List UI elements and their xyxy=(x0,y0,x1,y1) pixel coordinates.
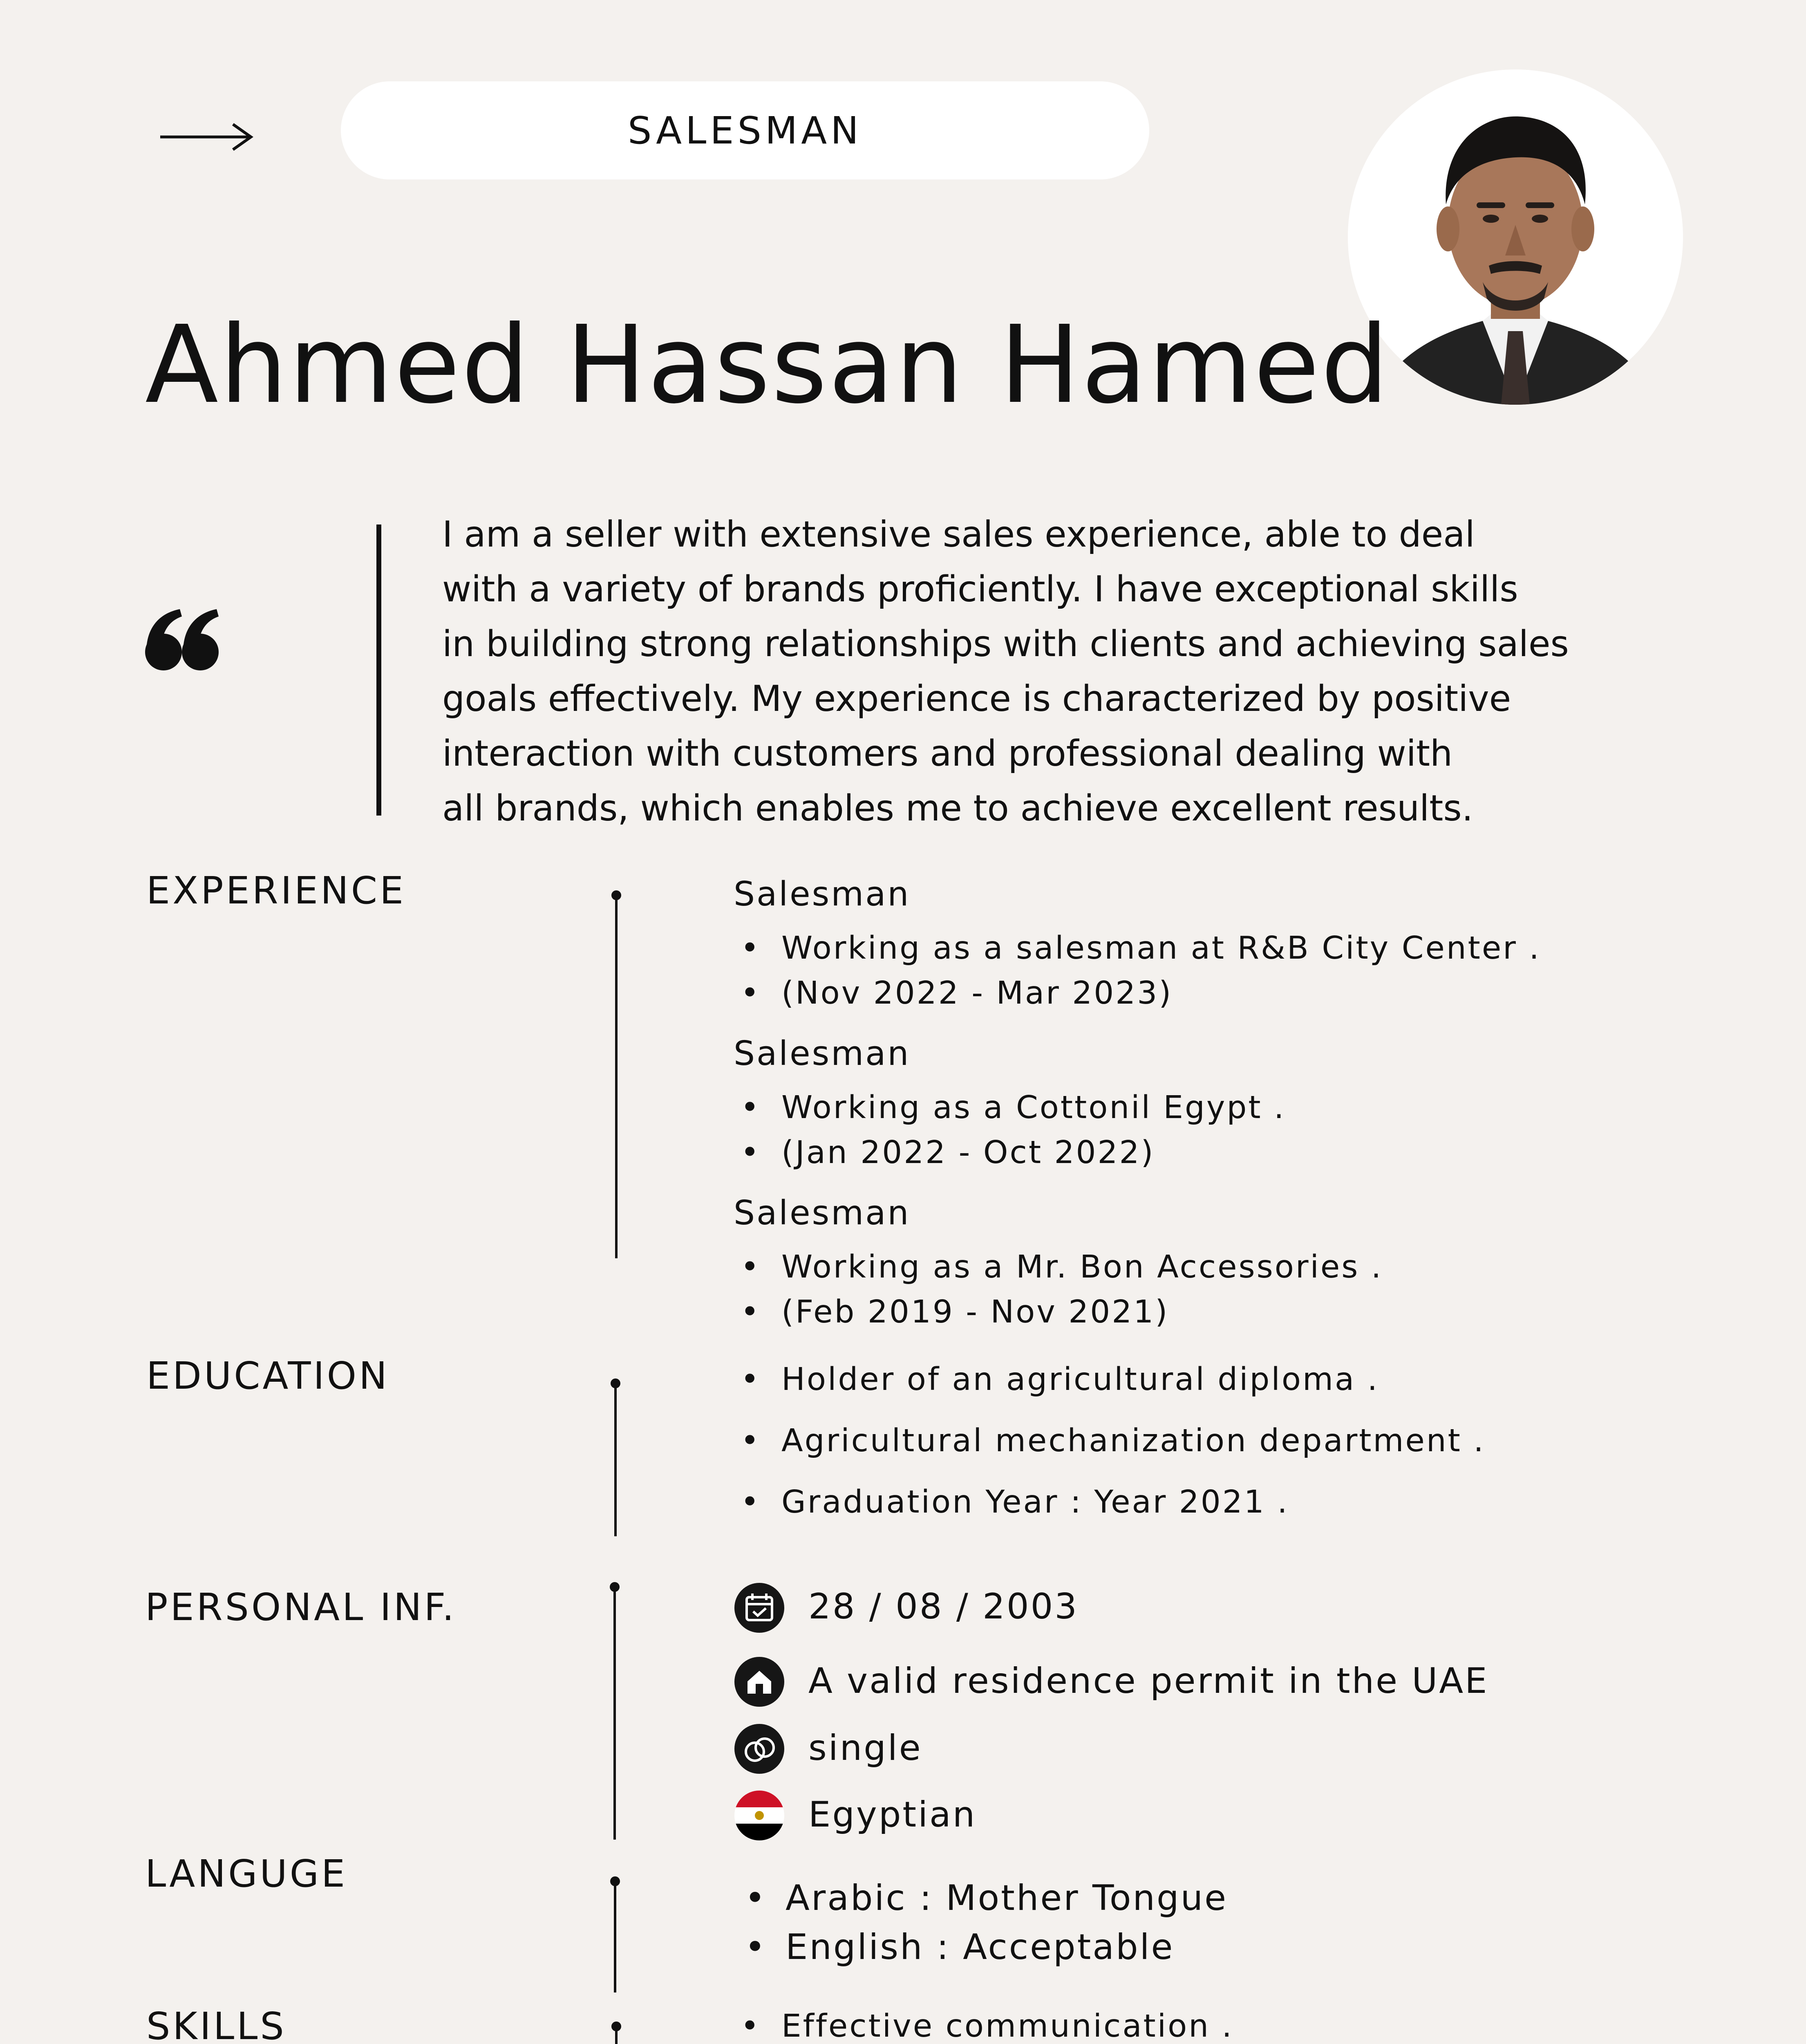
education-heading: EDUCATION xyxy=(146,1354,389,1398)
job-dates: • (Nov 2022 - Mar 2023) xyxy=(781,975,1173,1011)
arrow-right-icon xyxy=(159,123,253,151)
summary-line: goals effectively. My experience is characterized by positive xyxy=(442,678,1511,719)
job-description: • Working as a Mr. Bon Accessories . xyxy=(781,1249,1383,1285)
nationality: Egyptian xyxy=(808,1794,977,1835)
language-item: • English : Acceptable xyxy=(786,1927,1174,1968)
experience-heading: EXPERIENCE xyxy=(146,869,406,912)
education-item: • Graduation Year : Year 2021 . xyxy=(781,1484,1289,1520)
job-title: Salesman xyxy=(734,875,911,914)
skill-item: • Effective communication . xyxy=(781,2008,1233,2044)
personal-heading: PERSONAL INF. xyxy=(145,1585,457,1629)
role-title: SALESMAN xyxy=(628,108,862,152)
marital-status: single xyxy=(808,1728,922,1768)
language-heading: LANGUGE xyxy=(145,1852,348,1896)
person-portrait-icon xyxy=(1348,69,1683,405)
summary-line: with a variety of brands proficiently. I have exceptional skills xyxy=(442,568,1518,610)
job-description: • Working as a Cottonil Egypt . xyxy=(781,1089,1286,1126)
timeline-line xyxy=(614,1881,616,1992)
education-item: • Holder of an agricultural diploma . xyxy=(781,1361,1379,1398)
timeline-line xyxy=(614,1383,617,1536)
home-icon xyxy=(734,1657,784,1707)
summary-line: all brands, which enables me to achieve excellent results. xyxy=(442,787,1473,829)
job-description: • Working as a salesman at R&B City Center . xyxy=(781,930,1541,966)
education-item: • Agricultural mechanization department . xyxy=(781,1423,1485,1459)
job-dates: • (Feb 2019 - Nov 2021) xyxy=(781,1294,1169,1330)
summary-line: interaction with customers and professional dealing with xyxy=(442,733,1453,774)
profile-photo xyxy=(1348,69,1683,405)
timeline-line xyxy=(615,2026,618,2044)
candidate-name: Ahmed Hassan Hamed xyxy=(145,303,1390,427)
egypt-flag-icon xyxy=(734,1791,784,1840)
rings-icon xyxy=(734,1724,784,1774)
calendar-icon xyxy=(734,1583,784,1633)
summary-line: in building strong relationships with clients and achieving sales xyxy=(442,623,1569,665)
summary-divider xyxy=(376,524,381,816)
quote-icon xyxy=(143,605,221,675)
profile-summary xyxy=(442,507,1668,836)
timeline-line xyxy=(613,1587,616,1840)
summary-line: I am a seller with extensive sales experience, able to deal xyxy=(442,513,1475,555)
skills-heading: SKILLS xyxy=(146,2004,286,2044)
residence-status: A valid residence permit in the UAE xyxy=(808,1661,1489,1701)
job-dates: • (Jan 2022 - Oct 2022) xyxy=(781,1134,1155,1171)
language-item: • Arabic : Mother Tongue xyxy=(786,1878,1228,1918)
timeline-line xyxy=(615,895,618,1258)
job-title: Salesman xyxy=(734,1034,911,1073)
birth-date: 28 / 08 / 2003 xyxy=(808,1586,1079,1627)
job-title: Salesman xyxy=(734,1194,911,1233)
role-pill xyxy=(341,81,1149,179)
